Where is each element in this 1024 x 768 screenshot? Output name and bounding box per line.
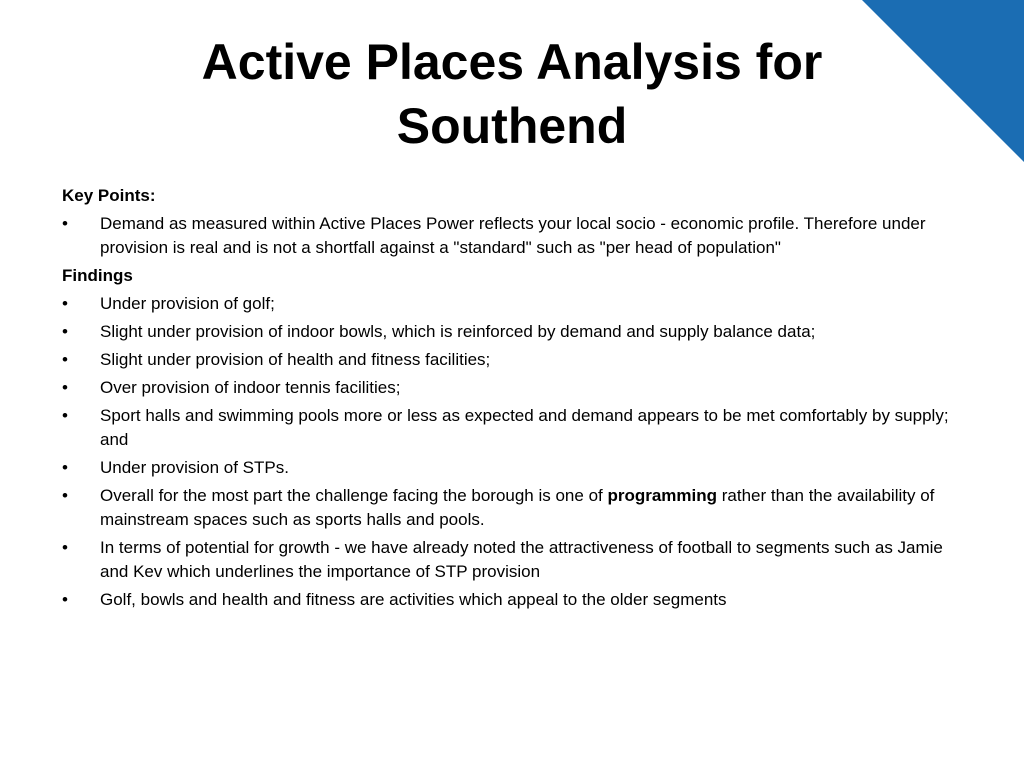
list-item-text: Under provision of golf;	[100, 294, 275, 313]
emphasis-programming: programming	[607, 486, 718, 505]
findings-list	[62, 292, 962, 612]
bullet-icon: •	[62, 538, 68, 557]
list-item	[62, 292, 962, 316]
list-item	[62, 588, 962, 612]
list-item	[62, 484, 962, 532]
list-item	[62, 376, 962, 400]
list-item-text: Sport halls and swimming pools more or less as expected and demand appears to be met comfortably by supply; and	[100, 406, 949, 449]
list-item	[62, 536, 962, 584]
bullet-icon: •	[62, 486, 68, 505]
list-item	[62, 456, 962, 480]
bullet-icon: •	[62, 458, 68, 477]
list-item-text: Slight under provision of indoor bowls, which is reinforced by demand and supply balance data;	[100, 322, 816, 341]
list-item-text-before: Overall for the most part the challenge facing the borough is one of	[100, 486, 608, 505]
list-item	[62, 404, 962, 452]
key-points-list	[62, 212, 962, 260]
list-item-text: Golf, bowls and health and fitness are activities which appeal to the older segments	[100, 590, 727, 609]
list-item-text: Under provision of STPs.	[100, 458, 289, 477]
slide-title: Active Places Analysis for Southend	[201, 34, 823, 154]
key-points-heading: Key Points:	[62, 186, 156, 205]
list-item-text: In terms of potential for growth - we have already noted the attractiveness of football to segments such as Jamie and Kev which underlines the importance of STP provision	[100, 538, 943, 581]
bullet-icon: •	[62, 378, 68, 397]
bullet-icon: •	[62, 322, 68, 341]
list-item	[62, 212, 962, 260]
list-item-text: Over provision of indoor tennis facilities;	[100, 378, 401, 397]
bullet-icon: •	[62, 350, 68, 369]
list-item-text-after: rather than the availability of mainstream spaces such as sports halls and pools.	[100, 486, 935, 529]
list-item-text: Slight under provision of health and fitness facilities;	[100, 350, 491, 369]
bullet-icon: •	[62, 214, 68, 233]
slide-content	[62, 184, 962, 616]
list-item	[62, 320, 962, 344]
findings-heading: Findings	[62, 266, 133, 285]
bullet-icon: •	[62, 406, 68, 425]
bullet-icon: •	[62, 590, 68, 609]
bullet-icon: •	[62, 294, 68, 313]
list-item	[62, 348, 962, 372]
list-item-text: Demand as measured within Active Places Power reflects your local socio - economic profile. Therefore under provision is real and is not a shortfall against a "standard" such as "per head of population"	[100, 214, 926, 257]
